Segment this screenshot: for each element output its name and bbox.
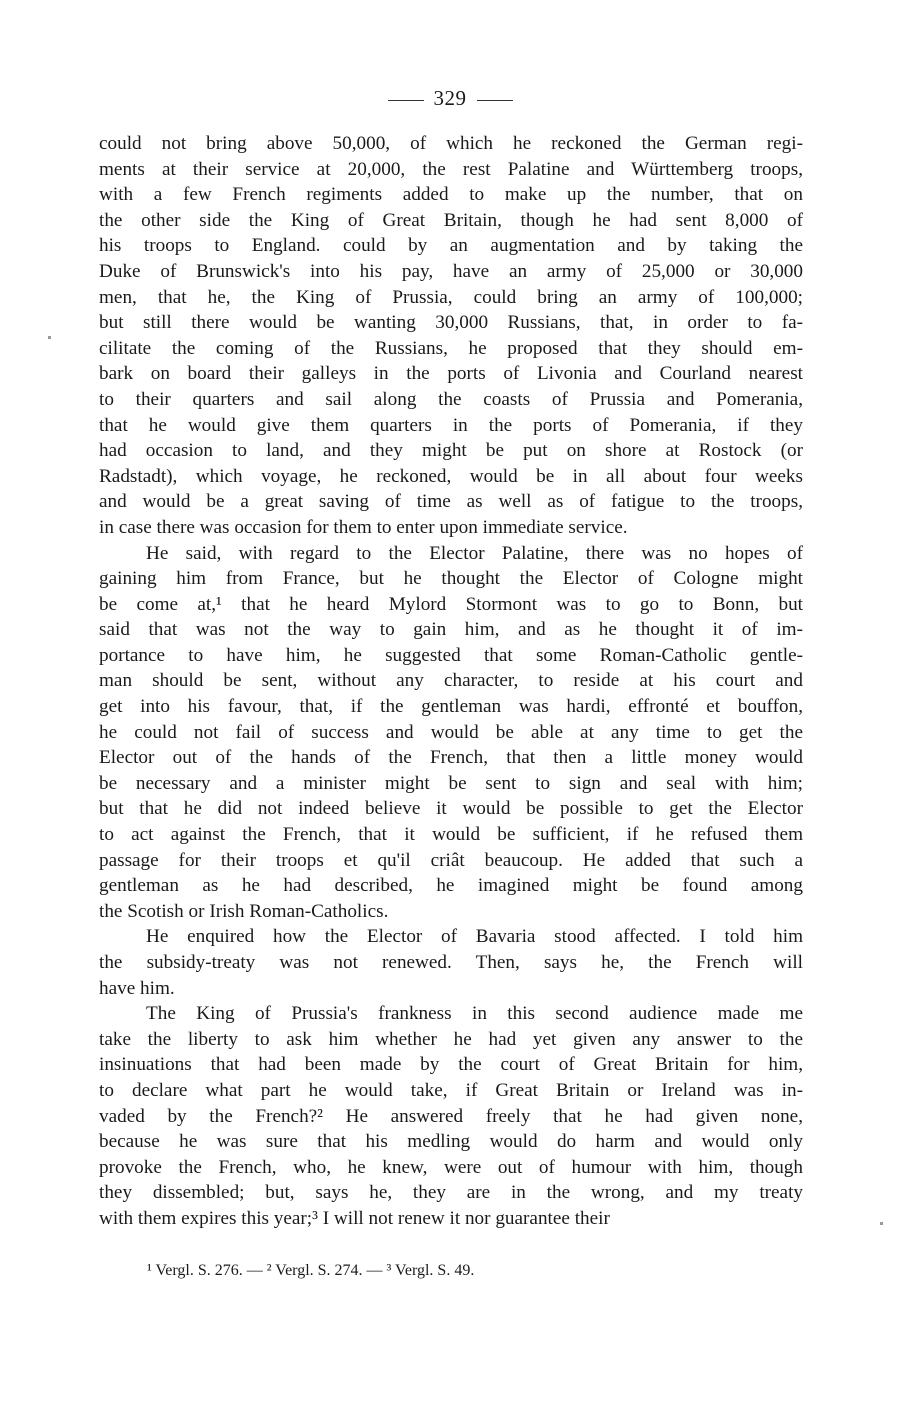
text-line: they dissembled; but, says he, they are in the wrong, and my treaty <box>99 1182 803 1204</box>
margin-speck <box>48 336 51 339</box>
text-line: ments at their service at 20,000, the rest Palatine and Württemberg troops, <box>99 158 803 180</box>
paragraph <box>99 924 803 1001</box>
text-line: He enquired how the Elector of Bavaria stood affected. I told him <box>146 926 803 948</box>
text-line: the Scotish or Irish Roman-Catholics. <box>99 900 389 922</box>
body-text <box>99 131 803 1232</box>
text-line: be come at,¹ that he heard Mylord Stormont was to go to Bonn, but <box>99 593 803 615</box>
text-line: Elector out of the hands of the French, that then a little money would <box>99 747 803 769</box>
text-line: cilitate the coming of the Russians, he proposed that they should em- <box>99 337 803 359</box>
text-line: said that was not the way to gain him, and as he thought it of im- <box>99 619 803 641</box>
footnotes: ¹ Vergl. S. 276. — ² Vergl. S. 274. — ³ Vergl. S. 49. <box>147 1262 475 1279</box>
text-line: to their quarters and sail along the coasts of Prussia and Pomerania, <box>99 388 803 410</box>
text-line: bark on board their galleys in the ports of Livonia and Courland nearest <box>99 363 803 385</box>
text-line: gaining him from France, but he thought the Elector of Cologne might <box>99 568 803 590</box>
text-line: that he would give them quarters in the ports of Pomerania, if they <box>99 414 803 436</box>
text-line: Radstadt), which voyage, he reckoned, would be in all about four weeks <box>99 465 803 487</box>
text-line: to declare what part he would take, if Great Britain or Ireland was in- <box>99 1079 803 1101</box>
text-line: get into his favour, that, if the gentleman was hardi, effronté et bouffon, <box>99 696 803 718</box>
text-line: because he was sure that his medling would do harm and would only <box>99 1131 803 1153</box>
paragraph <box>99 131 803 541</box>
text-line: had occasion to land, and they might be put on shore at Rostock (or <box>99 440 803 462</box>
text-line: but that he did not indeed believe it would be possible to get the Elector <box>99 798 803 820</box>
text-line: gentleman as he had described, he imagined might be found among <box>99 875 803 897</box>
text-line: his troops to England. could by an augmentation and by taking the <box>99 235 803 257</box>
text-line: portance to have him, he suggested that some Roman-Catholic gentle- <box>99 644 803 666</box>
text-line: insinuations that had been made by the court of Great Britain for him, <box>99 1054 803 1076</box>
text-line: have him. <box>99 977 175 999</box>
text-line: He said, with regard to the Elector Palatine, there was no hopes of <box>146 542 803 564</box>
text-line: he could not fail of success and would be able at any time to get the <box>99 721 803 743</box>
margin-speck <box>880 1222 883 1225</box>
text-line: with them expires this year;³ I will not renew it nor guarantee their <box>99 1207 610 1229</box>
header-rule-left <box>388 100 424 101</box>
text-line: and would be a great saving of time as well as of fatigue to the troops, <box>99 491 803 513</box>
page-number: 329 <box>433 86 467 110</box>
header-rule-right <box>477 100 513 101</box>
paragraph <box>99 1001 803 1231</box>
text-line: man should be sent, without any character, to reside at his court and <box>99 670 803 692</box>
text-line: the other side the King of Great Britain, though he had sent 8,000 of <box>99 209 803 231</box>
text-line: Duke of Brunswick's into his pay, have an army of 25,000 or 30,000 <box>99 260 803 282</box>
text-line: The King of Prussia's frankness in this second audience made me <box>146 1003 803 1025</box>
text-line: in case there was occasion for them to enter upon immediate service. <box>99 516 628 538</box>
text-line: could not bring above 50,000, of which he reckoned the German regi- <box>99 133 803 154</box>
text-line: but still there would be wanting 30,000 Russians, that, in order to fa- <box>99 312 803 334</box>
text-line: provoke the French, who, he knew, were out of humour with him, though <box>99 1156 803 1178</box>
text-line: men, that he, the King of Prussia, could bring an army of 100,000; <box>99 286 803 308</box>
text-line: vaded by the French?² He answered freely that he had given none, <box>99 1105 803 1127</box>
text-line: passage for their troops et qu'il criât beaucoup. He added that such a <box>99 849 803 871</box>
text-line: be necessary and a minister might be sent to sign and seal with him; <box>99 772 803 794</box>
text-line: to act against the French, that it would be sufficient, if he refused them <box>99 824 803 846</box>
text-line: with a few French regiments added to make up the number, that on <box>99 184 803 206</box>
text-line: the subsidy-treaty was not renewed. Then, says he, the French will <box>99 952 803 973</box>
text-line: take the liberty to ask him whether he had yet given any answer to the <box>99 1028 803 1050</box>
paragraph <box>99 541 803 925</box>
page-header <box>0 86 900 111</box>
